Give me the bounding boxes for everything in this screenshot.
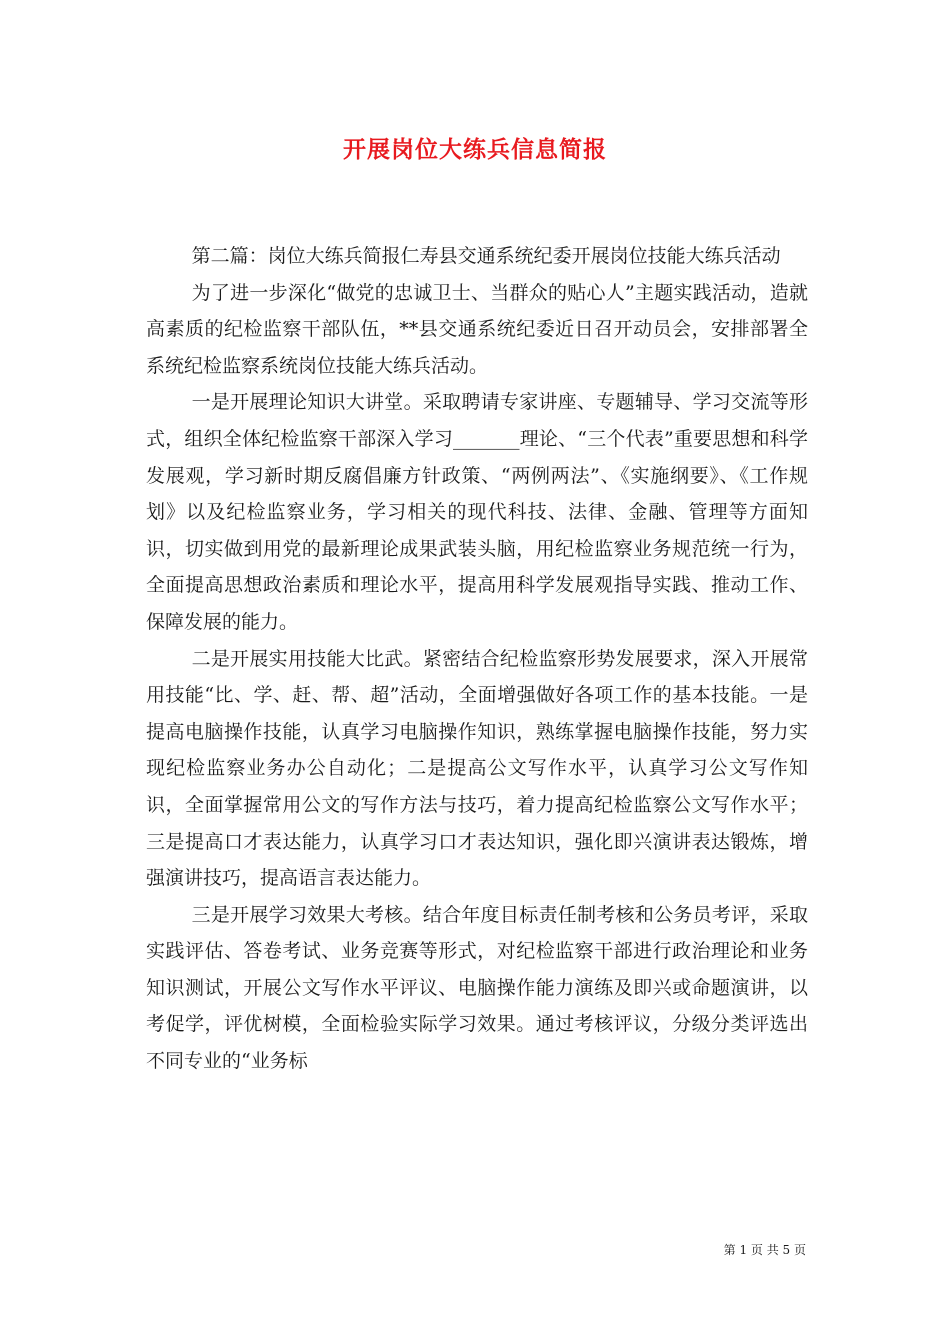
document-title: 开展岗位大练兵信息简报	[343, 136, 607, 163]
paragraph-point-one: 一是开展理论知识大讲堂。采取聘请专家讲座、专题辅导、学习交流等形式，组织全体纪检监察干部深入学习_______理论、“三个代表”重要思想和科学发展观，学习新时期反腐倡廉方针政策、“两例两法”、《实施纲要》、《工作规划》以及纪检监察业务，学习相关的现代科技、法律、金融、管理等方面知识，切实做到用党的最新理论成果武装头脑，用纪检监察业务规范统一行为，全面提高思想政治素质和理论水平，提高用科学发展观指导实践、推动工作、保障发展的能力。	[146, 391, 808, 633]
document-body	[146, 238, 808, 1080]
paragraph-point-three: 三是开展学习效果大考核。结合年度目标责任制考核和公务员考评，采取实践评估、答卷考试、业务竞赛等形式，对纪检监察干部进行政治理论和业务知识测试，开展公文写作水平评议、电脑操作能力演练及即兴或命题演讲，以考促学，评优树模，全面检验实际学习效果。通过考核评议，分级分类评选出不同专业的“业务标	[146, 903, 808, 1073]
paragraph-subtitle: 第二篇：岗位大练兵简报仁寿县交通系统纪委开展岗位技能大练兵活动	[191, 245, 781, 267]
paragraph-point-two: 二是开展实用技能大比武。紧密结合纪检监察形势发展要求，深入开展常用技能“比、学、赶、帮、超”活动，全面增强做好各项工作的基本技能。一是提高电脑操作技能，认真学习电脑操作知识，熟练掌握电脑操作技能，努力实现纪检监察业务办公自动化；二是提高公文写作水平，认真学习公文写作知识，全面掌握常用公文的写作方法与技巧，着力提高纪检监察公文写作水平；三是提高口才表达能力，认真学习口才表达知识，强化即兴演讲表达锻炼，增强演讲技巧，提高语言表达能力。	[146, 647, 808, 890]
paragraph-intro: 为了进一步深化“做党的忠诚卫士、当群众的贴心人”主题实践活动，造就高素质的纪检监察干部队伍，**县交通系统纪委近日召开动员会，安排部署全系统纪检监察系统岗位技能大练兵活动。	[146, 281, 808, 377]
page-number-footer: 第 1 页 共 5 页	[723, 1243, 806, 1257]
